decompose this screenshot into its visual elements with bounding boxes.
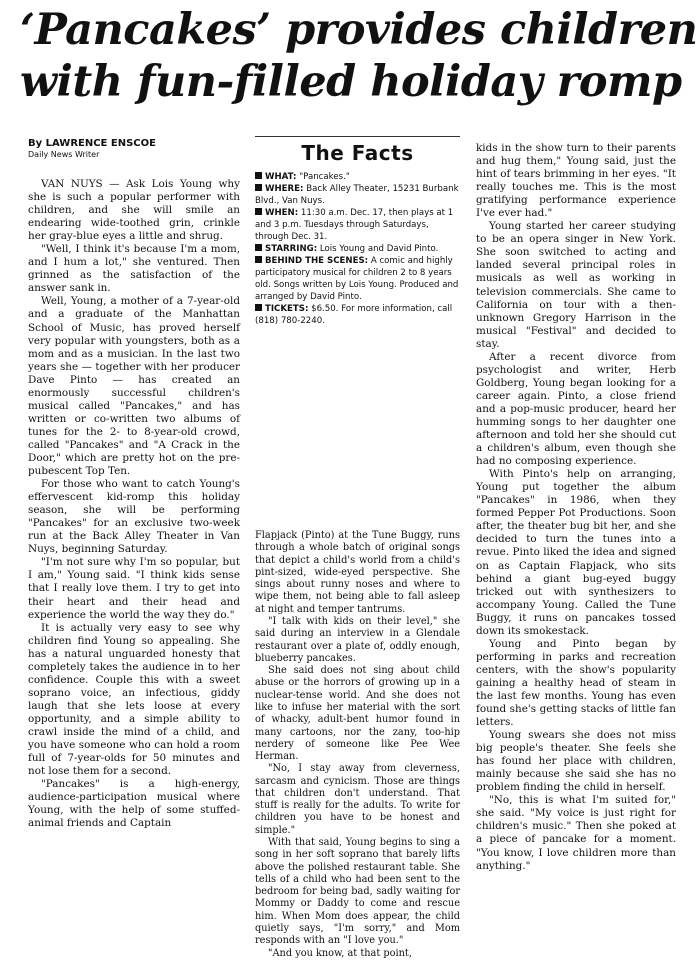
paragraph: Well, Young, a mother of a 7-year-old and a graduate of the Manhattan School of Music, has proved herself very popular with youngsters, both as a mom and as a musician. In the last two years she — together with her producer Dave Pinto — has created an enormously successful children's musical called "Pancakes," and has written or co-written two albums of tunes for the 2- to 8-year-old crowd, called "Pancakes" and "A Crack in the Door," which are pretty hot on the pre-pubescent Top Ten. xyxy=(28,295,240,478)
byline-name: By LAWRENCE ENSCOE xyxy=(28,138,156,149)
facts-text: $6.50. For more information, call (818) 780-2240. xyxy=(255,304,453,326)
bullet-square-icon xyxy=(255,208,262,215)
facts-label: WHAT: xyxy=(265,172,297,182)
bullet-square-icon xyxy=(255,172,262,179)
facts-text: A comic and highly participatory musical for children 2 to 8 years old. Songs written by Lois Young. Produced and arranged by David Pinto. xyxy=(255,256,459,302)
headline-line-2: with fun-filled holiday romp xyxy=(20,57,682,107)
facts-text: "Pancakes." xyxy=(299,172,350,182)
paragraph: Young and Pinto began by performing in parks and recreation centers, with the show's popularity gaining a healthy head of steam in the last few months. Young has even found she's getting stacks of little fan letters. xyxy=(476,637,676,729)
article-column-2 xyxy=(255,530,460,960)
paragraph: "I talk with kids on their level," she said during an interview in a Glendale restaurant over a plate of, oddly enough, blueberry pancakes. xyxy=(255,615,460,664)
facts-label: WHERE: xyxy=(265,184,304,194)
facts-label: STARRING: xyxy=(265,244,318,254)
facts-box xyxy=(255,138,460,518)
facts-item-tickets xyxy=(255,303,460,327)
paragraph: She said does not sing about child abuse or the horrors of growing up in a nuclear-tense world. And she does not like to infuse her material with the sort of whacky, adult-bent humor found in many cartoons, nor the zany, too-hip nerdery of someone like Pee Wee Herman. xyxy=(255,665,460,763)
bullet-square-icon xyxy=(255,304,262,311)
paragraph: With that said, Young begins to sing a song in her soft soprano that barely lifts above the polished restaurant table. She tells of a child who had been sent to the bedroom for being bad, sadly waiting for Mommy or Daddy to come and rescue him. When Mom does appear, the child quietly says, "I'm sorry," and Mom responds with an "I love you." xyxy=(255,837,460,947)
paragraph: Flapjack (Pinto) at the Tune Buggy, runs through a whole batch of original songs that depict a child's world from a child's pint-sized, wide-eyed perspective. She sings about runny noses and where to wipe them, not being able to fall asleep at night and temper tantrums. xyxy=(255,530,460,615)
paragraph: kids in the show turn to their parents and hug them," Young said, just the hint of tears brimming in her eyes. "It really touches me. This is the most gratifying performance experience I've ever had." xyxy=(476,142,676,220)
paragraph: "I'm not sure why I'm so popular, but I am," Young said. "I think kids sense that I really love them. I try to get into their heart and their head and experience the world the way they do." xyxy=(28,556,240,621)
byline-role: Daily News Writer xyxy=(28,150,100,159)
paragraph: After a recent divorce from psychologist and writer, Herb Goldberg, Young began looking for a career again. Pinto, a close friend and a pop-music producer, heard her humming songs to her daughter one afternoon and told her she should cut a children's album, even though she had no composing experience. xyxy=(476,350,676,468)
facts-text: Back Alley Theater, 15231 Burbank Blvd., Van Nuys. xyxy=(255,184,459,206)
paragraph: VAN NUYS — Ask Lois Young why she is such a popular performer with children, and she will smile an endearing wide-toothed grin, crinkle her gray-blue eyes a little and shrug. xyxy=(28,178,240,243)
facts-item-behind-the-scenes xyxy=(255,255,460,303)
paragraph: "And you know, at that point, xyxy=(268,947,412,959)
bullet-square-icon xyxy=(255,256,262,263)
facts-text: 11:30 a.m. Dec. 17, then plays at 1 and 3 p.m. Tuesdays through Saturdays, through Dec. 31. xyxy=(255,208,454,242)
paragraph: "Well, I think it's because I'm a mom, and I hum a lot," she ventured. Then grinned as the satisfaction of the answer sank in. xyxy=(28,243,240,295)
headline xyxy=(20,4,698,108)
paragraph: "No, this is what I'm suited for," she said. "My voice is just right for children's music." Then she poked at a piece of pancake for a moment. "You know, I love children more than anything." xyxy=(476,794,676,872)
facts-label: TICKETS: xyxy=(265,304,309,314)
facts-item-when xyxy=(255,207,460,243)
paragraph: Young started her career studying to be an opera singer in New York. She soon switched to acting and landed several principal roles in musicals as well as working in television commercials. She came to California on tour with a then-unknown Gregory Harrison in the musical "Festival" and decided to stay. xyxy=(476,220,676,350)
paragraph: "No, I stay away from cleverness, sarcasm and cynicism. Those are things that children don't understand. That stuff is really for the adults. To write for children you have to be honest and simple." xyxy=(255,763,460,836)
paragraph: "Pancakes" is a high-energy, audience-participation musical where Young, with the help of some stuffed-animal friends and Captain xyxy=(28,778,240,830)
facts-title: The Facts xyxy=(301,141,414,165)
paragraph: Young swears she does not miss big people's theater. She feels she has found her place with children, mainly because she said she has no problem finding the child in herself. xyxy=(476,729,676,794)
facts-label: BEHIND THE SCENES: xyxy=(265,256,369,266)
facts-item-starring xyxy=(255,243,460,255)
paragraph: With Pinto's help on arranging, Young put together the album "Pancakes" in 1986, when they formed Pepper Pot Productions. Soon after, the theater bug bit her, and she decided to turn the tunes into a revue. Pinto liked the idea and signed on as Captain Flapjack, who sits behind a giant bug-eyed buggy tricked out with synthesizers to accompany Young. Called the Tune Buggy, it runs on pancakes tossed down its smokestack. xyxy=(476,468,676,637)
byline xyxy=(28,138,238,160)
facts-item-what xyxy=(255,171,460,183)
bullet-square-icon xyxy=(255,244,262,251)
facts-text: Lois Young and David Pinto. xyxy=(319,244,439,254)
facts-label: WHEN: xyxy=(265,208,299,218)
article-column-1 xyxy=(28,178,240,830)
article-column-3 xyxy=(476,142,676,873)
headline-line-1: ‘Pancakes’ provides children xyxy=(20,5,698,55)
paragraph: For those who want to catch Young's effervescent kid-romp this holiday season, she will be performing "Pancakes" for an exclusive two-week run at the Back Alley Theater in Van Nuys, beginning Saturday. xyxy=(28,478,240,556)
facts-item-where xyxy=(255,183,460,207)
facts-divider xyxy=(255,136,460,137)
paragraph: It is actually very easy to see why children find Young so appealing. She has a natural unguarded honesty that completely takes the audience in to her confidence. Couple this with a sweet soprano voice, an infectious, giddy laugh that she lets loose at every opportunity, and a simple ability to crawl inside the mind of a child, and you have someone who can hold a room full of 7-year-olds for 50 minutes and not lose them for a second. xyxy=(28,621,240,778)
bullet-square-icon xyxy=(255,184,262,191)
